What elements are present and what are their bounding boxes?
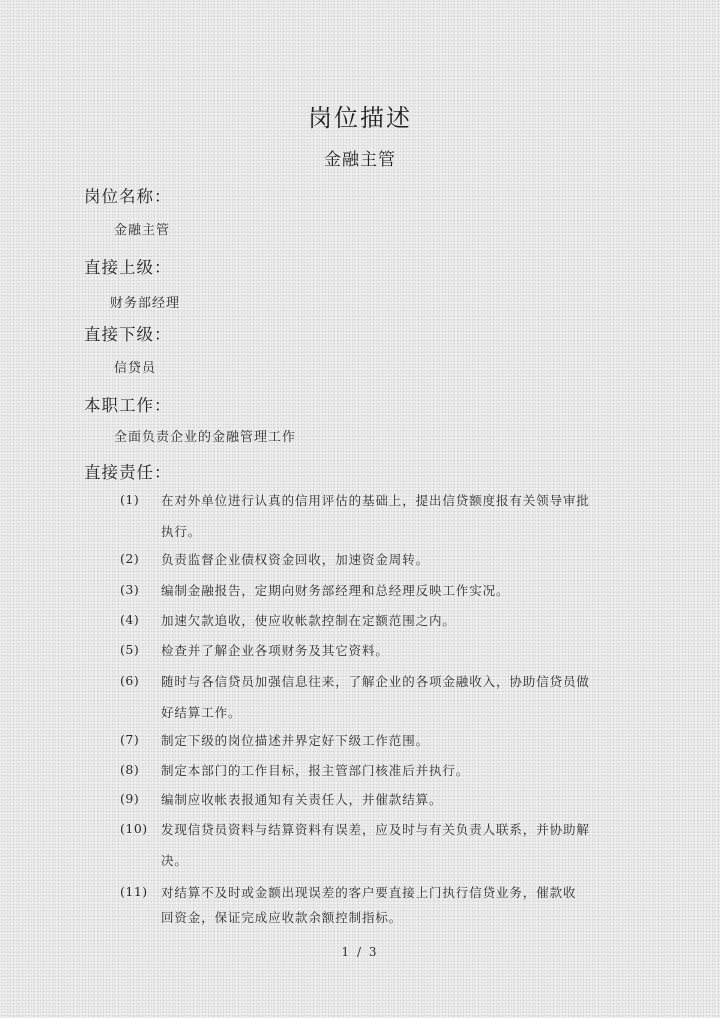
responsibility-text: 检查并了解企业各项财务及其它资料。 <box>161 643 389 658</box>
responsibility-text: 编制应收帐表报通知有关责任人，并催款结算。 <box>161 792 443 807</box>
responsibility-number: (2) <box>120 551 140 566</box>
responsibility-text: 对结算不及时或金额出现误差的客户要直接上门执行信贷业务，催款收 <box>161 885 577 900</box>
responsibility-number: (4) <box>120 612 140 627</box>
responsibility-text-continued: 决。 <box>161 853 188 868</box>
position-name-heading: 岗位名称： <box>84 187 172 206</box>
responsibility-text: 编制金融报告，定期向财务部经理和总经理反映工作实况。 <box>161 583 510 598</box>
responsibility-text: 在对外单位进行认真的信用评估的基础上，提出信贷额度报有关领导审批 <box>161 493 590 508</box>
subordinate-heading: 直接下级： <box>84 325 172 344</box>
responsibility-number: (8) <box>120 762 140 777</box>
responsibility-number: (1) <box>120 492 140 507</box>
responsibility-text-continued: 回资金，保证完成应收款余额控制指标。 <box>161 910 403 925</box>
responsibility-number: (7) <box>120 732 140 747</box>
responsibility-number: (11) <box>120 884 148 899</box>
responsibility-number: (3) <box>120 582 140 597</box>
responsibility-text-continued: 好结算工作。 <box>161 705 242 720</box>
responsibility-text: 加速欠款追收，使应收帐款控制在定额范围之内。 <box>161 613 456 628</box>
responsibilities-heading: 直接责任： <box>84 463 172 482</box>
job-summary-heading: 本职工作： <box>84 396 172 415</box>
page-number: 1 / 3 <box>341 945 379 959</box>
responsibility-number: (10) <box>120 821 148 836</box>
position-name-value: 金融主管 <box>114 223 171 238</box>
supervisor-heading: 直接上级： <box>84 258 172 277</box>
responsibility-text: 制定下级的岗位描述并界定好下级工作范围。 <box>161 733 430 748</box>
responsibility-text: 负责监督企业债权资金回收，加速资金周转。 <box>161 552 430 567</box>
document-title: 岗位描述 <box>308 104 412 132</box>
supervisor-value: 财务部经理 <box>110 296 181 311</box>
subordinate-value: 信贷员 <box>114 361 157 376</box>
responsibility-number: (6) <box>120 673 140 688</box>
responsibility-text: 随时与各信贷员加强信息往来，了解企业的各项金融收入，协助信贷员做 <box>161 674 590 689</box>
responsibility-text: 发现信贷员资料与结算资料有误差，应及时与有关负责人联系，并协助解 <box>161 822 590 837</box>
responsibility-number: (5) <box>120 642 140 657</box>
responsibility-text: 制定本部门的工作目标，报主管部门核准后并执行。 <box>161 763 470 778</box>
job-summary-value: 全面负责企业的金融管理工作 <box>114 430 297 445</box>
responsibility-text-continued: 执行。 <box>161 524 202 539</box>
document-subtitle: 金融主管 <box>324 150 396 170</box>
responsibility-number: (9) <box>120 791 140 806</box>
